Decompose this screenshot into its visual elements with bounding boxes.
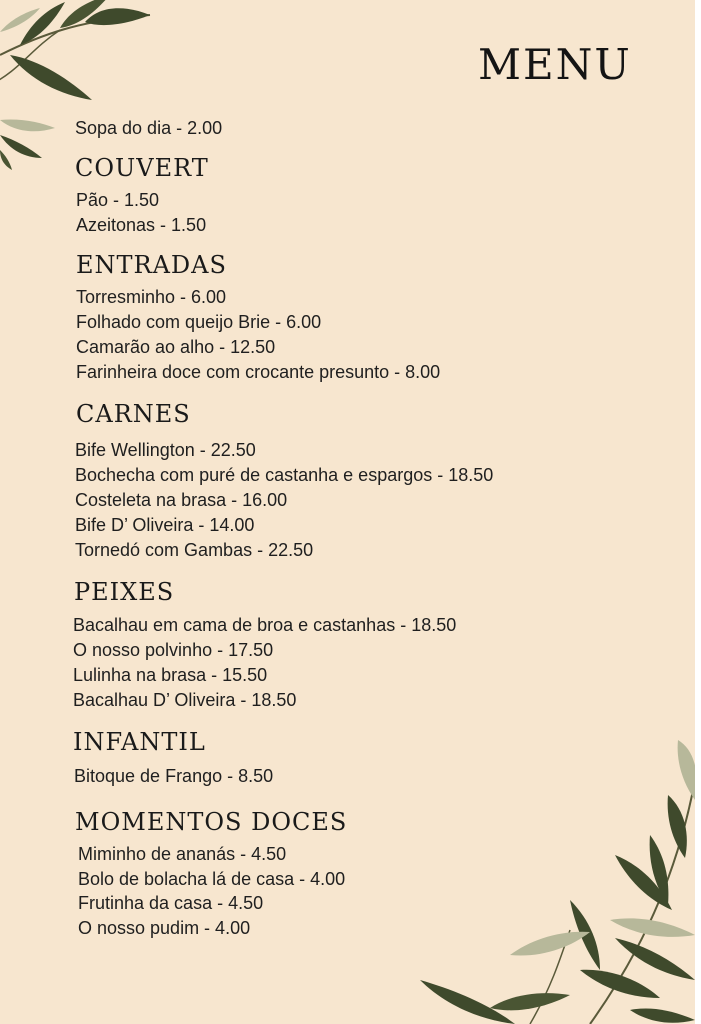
menu-item: O nosso polvinho - 17.50 bbox=[73, 640, 274, 660]
menu-item: Miminho de ananás - 4.50 bbox=[78, 844, 287, 864]
menu-item: Costeleta na brasa - 16.00 bbox=[75, 490, 288, 510]
menu-item: Sopa do dia - 2.00 bbox=[75, 118, 223, 138]
menu-item: Bacalhau em cama de broa e castanhas - 18.50 bbox=[73, 615, 457, 635]
menu-item: Farinheira doce com crocante presunto - 8.00 bbox=[76, 362, 441, 382]
olive-branch-icon bbox=[0, 0, 170, 170]
menu-item: Bitoque de Frango - 8.50 bbox=[74, 766, 274, 786]
menu-item: Bolo de bolacha lá de casa - 4.00 bbox=[78, 869, 346, 889]
menu-item: Tornedó com Gambas - 22.50 bbox=[75, 540, 314, 560]
menu-item: Bacalhau D’ Oliveira - 18.50 bbox=[73, 690, 297, 710]
page-edge bbox=[695, 0, 701, 1024]
menu-item: O nosso pudim - 4.00 bbox=[78, 918, 251, 938]
menu-item: Azeitonas - 1.50 bbox=[76, 215, 207, 235]
menu-item: Lulinha na brasa - 15.50 bbox=[73, 665, 268, 685]
menu-item: Folhado com queijo Brie - 6.00 bbox=[76, 312, 322, 332]
menu-item: Frutinha da casa - 4.50 bbox=[78, 893, 264, 913]
section-heading-peixes: PEIXES bbox=[74, 578, 175, 606]
menu-item: Bochecha com puré de castanha e espargos - 18.50 bbox=[75, 465, 494, 485]
menu-item: Bife Wellington - 22.50 bbox=[75, 440, 256, 460]
section-heading-entradas: ENTRADAS bbox=[76, 251, 227, 279]
section-heading-couvert: COUVERT bbox=[75, 154, 209, 182]
menu-item: Bife D’ Oliveira - 14.00 bbox=[75, 515, 255, 535]
menu-item: Camarão ao alho - 12.50 bbox=[76, 337, 276, 357]
section-heading-carnes: CARNES bbox=[76, 400, 191, 428]
olive-branch-icon bbox=[410, 740, 695, 1024]
menu-item: Pão - 1.50 bbox=[76, 190, 160, 210]
menu-title: MENU bbox=[478, 40, 632, 89]
section-heading-momentos-doces: MOMENTOS DOCES bbox=[75, 808, 348, 836]
menu-item: Torresminho - 6.00 bbox=[76, 287, 227, 307]
section-heading-infantil: INFANTIL bbox=[73, 728, 206, 756]
